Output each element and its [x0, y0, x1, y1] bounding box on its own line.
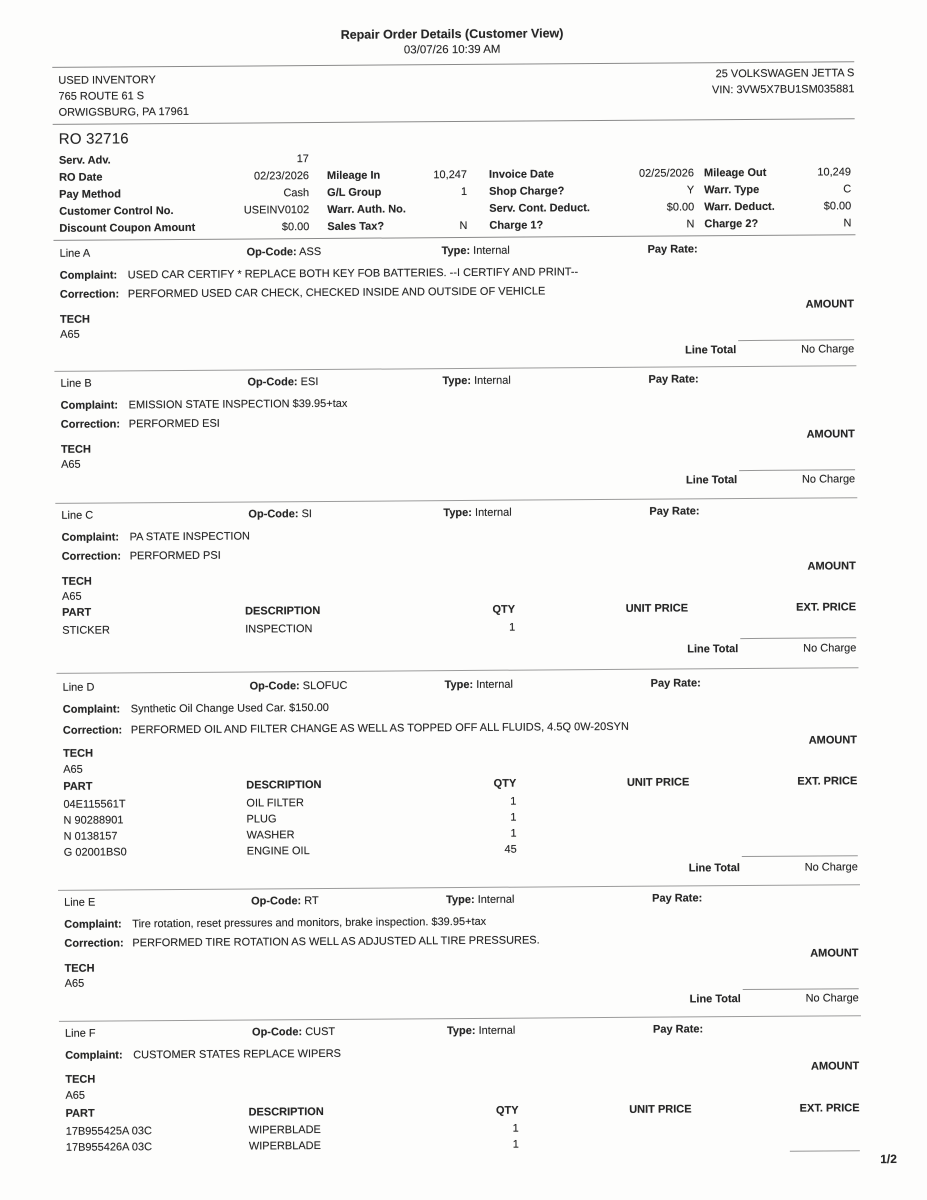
divider [56, 667, 858, 674]
amount-underline [742, 855, 858, 857]
part-description: OIL FILTER [246, 797, 304, 810]
line-total-value: No Charge [801, 343, 855, 356]
part-description: ENGINE OIL [246, 845, 310, 858]
info-value: N [686, 218, 695, 231]
tech-label: TECH [63, 747, 94, 760]
part-qty: 1 [512, 1138, 519, 1151]
info-value: 1 [460, 185, 468, 199]
amount-header: AMOUNT [806, 428, 855, 441]
line-type: Type: Internal [443, 506, 512, 520]
vehicle-description: 25 VOLKSWAGEN JETTA S [715, 67, 855, 81]
line-id: Line C [61, 509, 94, 522]
info-label: Charge 2? [704, 217, 759, 231]
line-section-b [60, 372, 855, 502]
parts-header-ext-price: EXT. PRICE [799, 1102, 860, 1115]
part-number: 04E115561T [63, 798, 126, 811]
info-label: Sales Tax? [327, 220, 385, 233]
info-value: Y [686, 184, 695, 197]
amount-underline [790, 1150, 860, 1151]
op-code: Op-Code: RT [251, 895, 319, 908]
complaint-text: PA STATE INSPECTION [129, 530, 251, 544]
line-id: Line B [60, 377, 92, 390]
ro-info-grid [58, 149, 853, 235]
correction-label: Correction: [59, 288, 120, 301]
amount-underline [740, 637, 856, 639]
line-total-value: No Charge [804, 861, 858, 874]
pay-rate-label: Pay Rate: [652, 892, 703, 905]
parts-header-description: DESCRIPTION [248, 1105, 324, 1119]
info-value: 17 [296, 153, 309, 166]
line-type: Type: Internal [441, 244, 510, 258]
line-total-label: Line Total [685, 344, 737, 357]
line-total-value: No Charge [801, 473, 856, 486]
line-section-f [65, 1022, 860, 1163]
info-label: Invoice Date [488, 168, 554, 181]
info-value: 10,247 [433, 168, 468, 182]
parts-header-unit-price: UNIT PRICE [626, 776, 690, 789]
info-label: G/L Group [327, 186, 382, 199]
info-value: $0.00 [823, 200, 852, 213]
line-total-value: No Charge [803, 642, 857, 655]
parts-header-unit-price: UNIT PRICE [629, 1103, 692, 1116]
parts-header-qty: QTY [495, 1104, 519, 1117]
info-label: Pay Method [59, 188, 121, 201]
parts-header-unit-price: UNIT PRICE [625, 602, 689, 615]
complaint-text: Tire rotation, reset pressures and monitors, brake inspection. $39.95+tax [132, 915, 487, 931]
line-id: Line A [59, 247, 91, 260]
part-description: PLUG [246, 813, 277, 826]
correction-text: PERFORMED OIL AND FILTER CHANGE AS WELL AS TOPPED OFF ALL FLUIDS, 4.5Q 0W-20SYN [130, 720, 629, 737]
tech-label: TECH [64, 962, 95, 975]
info-label: RO Date [59, 171, 103, 184]
line-section-d [63, 676, 858, 887]
tech-label: TECH [59, 313, 91, 326]
complaint-label: Complaint: [60, 399, 119, 412]
vehicle-block [712, 65, 855, 98]
complaint-text: Synthetic Oil Change Used Car. $150.00 [130, 701, 329, 716]
part-description: WASHER [246, 829, 295, 842]
info-value: N [843, 217, 852, 230]
info-value: 02/23/2026 [253, 170, 310, 183]
correction-label: Correction: [61, 550, 122, 563]
part-description: WIPERBLADE [248, 1140, 321, 1153]
part-qty: 1 [510, 795, 517, 808]
info-value: $0.00 [281, 221, 310, 234]
tech-label: TECH [60, 443, 91, 456]
complaint-label: Complaint: [64, 918, 122, 931]
info-label: Serv. Cont. Deduct. [489, 202, 590, 215]
info-label: Mileage In [326, 169, 381, 182]
part-qty: 1 [509, 621, 516, 634]
tech-label: TECH [65, 1073, 96, 1086]
info-value: USEINV0102 [243, 204, 310, 217]
dealer-address-block [58, 72, 189, 121]
info-value: Cash [283, 187, 310, 200]
amount-header: AMOUNT [807, 560, 856, 573]
part-qty: 1 [512, 1122, 519, 1135]
op-code: Op-Code: ESI [247, 376, 319, 389]
parts-header-qty: QTY [492, 603, 516, 616]
complaint-text: EMISSION STATE INSPECTION $39.95+tax [128, 397, 348, 412]
document-title: Repair Order Details (Customer View) [340, 26, 564, 42]
correction-text: PERFORMED PSI [129, 549, 221, 563]
correction-text: PERFORMED USED CAR CHECK, CHECKED INSIDE AND OUTSIDE OF VEHICLE [127, 285, 546, 301]
complaint-label: Complaint: [62, 703, 121, 716]
part-number: 17B955426A 03C [65, 1141, 153, 1154]
tech-label: TECH [61, 575, 92, 588]
pay-rate-label: Pay Rate: [649, 505, 700, 518]
tech-id: A65 [60, 328, 80, 341]
amount-header: AMOUNT [805, 298, 854, 311]
tech-id: A65 [63, 763, 83, 776]
parts-header-part: PART [62, 606, 92, 619]
line-total-label: Line Total [685, 474, 738, 487]
info-label: Discount Coupon Amount [59, 221, 196, 235]
parts-header-ext-price: EXT. PRICE [797, 775, 858, 788]
line-total-label: Line Total [689, 993, 741, 1006]
ro-number: RO 32716 [58, 130, 129, 148]
part-number: N 90288901 [63, 814, 124, 827]
info-label: Shop Charge? [489, 185, 565, 198]
part-qty: 1 [510, 811, 517, 824]
line-type: Type: Internal [444, 678, 513, 692]
line-section-a [60, 242, 855, 372]
dealer-address-line2: ORWIGSBURG, PA 17961 [58, 105, 190, 119]
correction-label: Correction: [64, 937, 124, 950]
info-label: Warr. Deduct. [704, 200, 775, 214]
info-label: Mileage Out [703, 166, 767, 180]
line-section-e [64, 891, 859, 1021]
parts-header-description: DESCRIPTION [246, 778, 322, 792]
info-value: C [843, 183, 852, 196]
amount-header: AMOUNT [808, 734, 858, 747]
info-value: 02/25/2026 [638, 167, 695, 180]
line-total-value: No Charge [805, 992, 859, 1005]
tech-id: A65 [61, 590, 82, 603]
op-code: Op-Code: CUST [251, 1025, 336, 1039]
op-code: Op-Code: SLOFUC [249, 679, 348, 693]
pay-rate-label: Pay Rate: [648, 373, 699, 386]
info-label: Warr. Auth. No. [327, 203, 406, 216]
line-id: Line F [64, 1027, 96, 1040]
amount-underline [738, 339, 854, 341]
amount-underline [739, 469, 855, 471]
vehicle-vin: VIN: 3VW5X7BU1SM035881 [711, 83, 855, 97]
info-value: 10,249 [817, 166, 852, 179]
info-value: $0.00 [666, 201, 695, 214]
op-code: Op-Code: ASS [246, 245, 322, 259]
tech-id: A65 [65, 1089, 86, 1102]
amount-header: AMOUNT [810, 1060, 860, 1073]
line-total-label: Line Total [687, 643, 739, 656]
dealer-address-line1: 765 ROUTE 61 S [58, 90, 145, 103]
complaint-label: Complaint: [65, 1049, 123, 1062]
line-id: Line E [64, 896, 96, 909]
line-type: Type: Internal [442, 374, 511, 388]
part-number: N 0138157 [63, 830, 118, 843]
line-type: Type: Internal [446, 893, 515, 907]
complaint-text: USED CAR CERTIFY * REPLACE BOTH KEY FOB BATTERIES. --I CERTIFY AND PRINT-- [127, 266, 579, 282]
complaint-label: Complaint: [61, 531, 120, 544]
line-total-label: Line Total [688, 862, 740, 875]
correction-label: Correction: [60, 418, 121, 431]
tech-id: A65 [61, 458, 81, 471]
correction-text: PERFORMED ESI [128, 417, 220, 431]
part-description: INSPECTION [245, 623, 313, 636]
dealer-name: USED INVENTORY [58, 74, 156, 87]
page-number: 1/2 [880, 1151, 897, 1167]
pay-rate-label: Pay Rate: [650, 677, 701, 690]
parts-header-part: PART [65, 1107, 95, 1120]
parts-header-description: DESCRIPTION [245, 604, 321, 618]
part-number: STICKER [62, 624, 110, 637]
complaint-text: CUSTOMER STATES REPLACE WIPERS [133, 1047, 342, 1062]
info-label: Warr. Type [704, 183, 760, 197]
complaint-label: Complaint: [59, 269, 118, 282]
correction-label: Correction: [62, 724, 123, 737]
info-label: Customer Control No. [59, 205, 174, 218]
parts-header-part: PART [63, 780, 93, 793]
document-datetime: 03/07/26 10:39 AM [403, 43, 501, 57]
parts-header-ext-price: EXT. PRICE [796, 601, 857, 614]
line-section-c [61, 504, 856, 668]
line-type: Type: Internal [446, 1024, 516, 1038]
info-value: N [459, 219, 468, 233]
pay-rate-label: Pay Rate: [652, 1023, 704, 1036]
info-label: Charge 1? [489, 219, 544, 232]
part-description: WIPERBLADE [248, 1124, 321, 1137]
correction-text: PERFORMED TIRE ROTATION AS WELL AS ADJUSTED ALL TIRE PRESSURES. [132, 934, 540, 950]
parts-header-qty: QTY [493, 777, 517, 790]
part-number: G 02001BS0 [63, 846, 127, 859]
info-label: Serv. Adv. [58, 154, 111, 167]
amount-header: AMOUNT [810, 947, 859, 960]
line-id: Line D [62, 681, 95, 694]
part-qty: 45 [504, 843, 517, 856]
op-code: Op-Code: SI [248, 508, 313, 521]
part-qty: 1 [510, 827, 517, 840]
tech-id: A65 [64, 977, 85, 990]
pay-rate-label: Pay Rate: [647, 243, 698, 256]
amount-underline [743, 988, 859, 990]
part-number: 17B955425A 03C [65, 1125, 152, 1138]
